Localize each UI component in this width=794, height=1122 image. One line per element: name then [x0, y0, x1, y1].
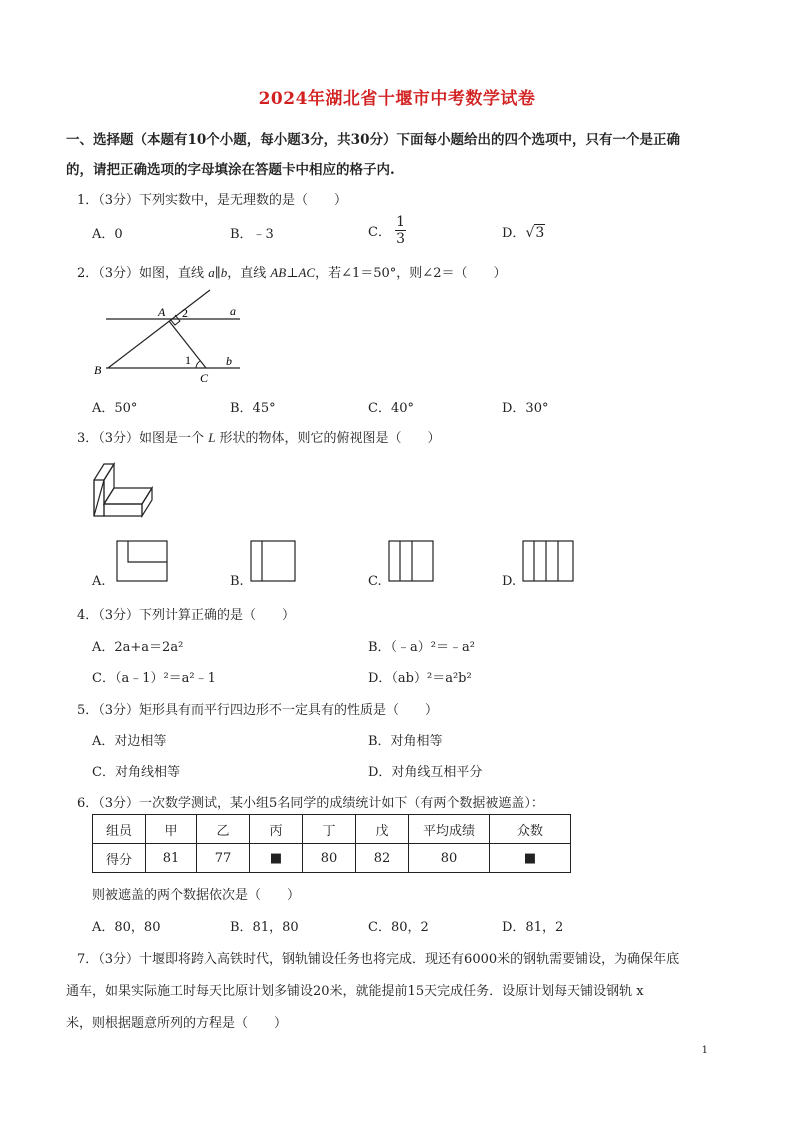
q5-option-b: B．对角相等: [368, 734, 443, 749]
table-header-cell: 戊: [356, 815, 409, 844]
table-header-cell: 乙: [197, 815, 250, 844]
sqrt-symbol: [525, 224, 545, 241]
q6-followup: 则被遮盖的两个数据依次是（ ）: [92, 888, 301, 903]
q7-stem-line3: 米，则根据题意所列的方程是（ ）: [66, 1016, 288, 1031]
point-a-label: A: [158, 305, 166, 319]
masked-cell: ■: [250, 844, 303, 873]
table-row: [93, 844, 571, 873]
q7-stem-line2: 通车，如果实际施工时每天比原计划多铺设20米，就能提前15天完成任务．设原计划每天铺设钢轨 x: [66, 984, 644, 999]
q3-option-b-figure: [250, 540, 296, 582]
q1-stem: 1．（3分）下列实数中，是无理数的是（ ）: [77, 193, 348, 208]
q4-option-a: A．2a+a＝2a²: [92, 640, 184, 655]
q2-var-a: a: [208, 265, 215, 280]
q2-stem: [77, 262, 506, 281]
q2-option-b: B．45°: [230, 401, 276, 416]
q2-var-b: b: [220, 265, 228, 280]
angle-1-label: 1: [185, 353, 191, 367]
q6-option-b: B．81，80: [230, 920, 299, 935]
q3-stem: [77, 427, 441, 446]
q3-l-shape-figure: [92, 458, 156, 522]
table-header-cell: 平均成绩: [409, 815, 490, 844]
q1-option-c: [368, 214, 406, 247]
q2-option-a: A．50°: [92, 401, 138, 416]
q5-stem: 5．（3分）矩形具有而平行四边形不一定具有的性质是（ ）: [77, 703, 439, 718]
q3-stem-post: 形状的物体，则它的俯视图是（ ）: [215, 431, 441, 446]
q2-option-c: C．40°: [368, 401, 414, 416]
q6-option-c: C．80，2: [368, 920, 429, 935]
q2-stem-mid: ，直线: [227, 266, 271, 281]
table-header-cell: 甲: [146, 815, 197, 844]
q3-option-d-figure: [522, 540, 574, 582]
table-header-cell: 组员: [93, 815, 146, 844]
section-heading-line1: 一、选择题（本题有10个小题，每小题3分，共30分）下面每小题给出的四个选项中，只有一个是正确: [66, 132, 680, 148]
q4-option-b: B．（﹣a）²＝﹣a²: [368, 640, 475, 655]
q1-option-c-label: C．: [368, 225, 391, 240]
table-cell: 得分: [93, 844, 146, 873]
q3-stem-pre: 3．（3分）如图是一个: [77, 431, 209, 446]
q3-var-l: L: [208, 430, 216, 445]
table-header-row: [93, 815, 571, 844]
score-table: [92, 814, 571, 873]
table-header-cell: 丁: [303, 815, 356, 844]
section-heading-line2: 的，请把正确选项的字母填涂在答题卡中相应的格子内.: [66, 162, 395, 178]
q5-option-d: D．对角线互相平分: [368, 765, 483, 780]
q5-option-c: C．对角线相等: [92, 765, 180, 780]
q1-option-d: [502, 222, 545, 241]
q3-option-c: C.: [368, 574, 382, 589]
q2-var-ab: AB: [270, 265, 287, 280]
sqrt-sign: √: [525, 225, 535, 241]
q1-option-d-label: D．: [502, 226, 526, 241]
table-header-cell: 丙: [250, 815, 303, 844]
point-b-label: B: [94, 363, 102, 377]
sqrt-radicand: 3: [535, 225, 545, 241]
table-cell: 81: [146, 844, 197, 873]
table-cell: 80: [303, 844, 356, 873]
q3-option-c-figure: [388, 540, 434, 582]
q5-option-a: A．对边相等: [92, 734, 167, 749]
line-b-label: b: [226, 354, 232, 368]
q3-option-b: B.: [230, 574, 244, 589]
page-number: 1: [701, 1045, 708, 1056]
table-cell: 82: [356, 844, 409, 873]
page-title: 2024年湖北省十堰市中考数学试卷: [258, 89, 536, 109]
q4-stem: 4．（3分）下列计算正确的是（ ）: [77, 608, 296, 623]
fraction-denominator: 3: [396, 231, 406, 247]
q1-option-a: A．0: [92, 227, 123, 242]
table-cell: 80: [409, 844, 490, 873]
angle-2-label: 2: [182, 306, 188, 320]
q6-option-a: A．80，80: [92, 920, 161, 935]
table-header-cell: 众数: [490, 815, 571, 844]
q4-option-d: D．（ab）²＝a²b²: [368, 671, 472, 686]
q2-stem-post: ，若∠1＝50°，则∠2＝（ ）: [315, 266, 507, 281]
point-c-label: C: [200, 371, 209, 385]
masked-cell: ■: [490, 844, 571, 873]
fraction-numerator: 1: [396, 214, 406, 230]
q1-fraction: [395, 214, 406, 247]
parallel-symbol: ∥: [214, 266, 221, 281]
line-a-label: a: [230, 304, 236, 318]
q6-option-d: D．81，2: [502, 920, 564, 935]
q6-stem: 6．（3分）一次数学测试，某小组5名同学的成绩统计如下（有两个数据被遮盖）：: [77, 796, 544, 811]
q3-option-a-figure: [116, 540, 168, 582]
q1-option-b: B．﹣3: [230, 227, 274, 242]
q4-option-c: C．（a﹣1）²＝a²﹣1: [92, 671, 216, 686]
q2-figure: [90, 282, 250, 390]
q2-stem-pre: 2．（3分）如图，直线: [77, 266, 209, 281]
q7-stem-line1: 7．（3分）十堰即将跨入高铁时代，钢轨铺设任务也将完成．现还有6000米的钢轨需要铺设，为确保年底: [77, 952, 680, 967]
perpendicular-symbol: ⊥: [286, 266, 299, 281]
q3-option-d: D.: [502, 574, 517, 589]
q2-option-d: D．30°: [502, 401, 549, 416]
q3-option-a: A.: [92, 574, 106, 589]
table-cell: 77: [197, 844, 250, 873]
q2-var-ac: AC: [298, 265, 316, 280]
